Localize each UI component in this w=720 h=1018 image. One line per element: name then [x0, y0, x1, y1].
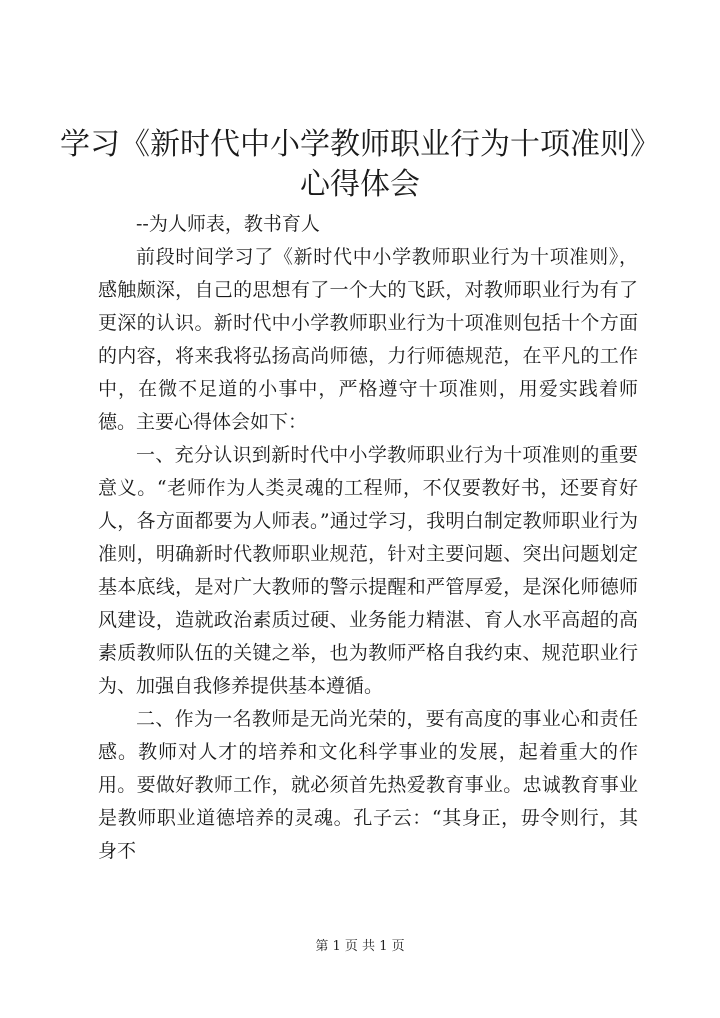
- document-title-line-2: 心得体会: [300, 167, 420, 202]
- document-subtitle: --为人师表，教书育人: [136, 213, 320, 235]
- page-number-footer: 第 1 页 共 1 页: [315, 939, 405, 954]
- paragraph-intro: 前段时间学习了《新时代中小学教师职业行为十项准则》，感触颇深，自己的思想有了一个大的飞跃，对教师职业行为有了更深的认识。新时代中小学教师职业行为十项准则包括十个方面的内容，将来我将弘扬高尚师德，力行师德规范，在平凡的工作中，在微不足道的小事中，严格遵守十项准则，用爱实践着师德。主要心得体会如下：: [98, 246, 638, 433]
- document-body: [98, 208, 638, 868]
- paragraph-point-one: 一、充分认识到新时代中小学教师职业行为十项准则的重要意义。“老师作为人类灵魂的工程师，不仅要教好书，还要育好人，各方面都要为人师表。”通过学习，我明白制定教师职业行为准则，明确新时代教师职业规范，针对主要问题、突出问题划定基本底线，是对广大教师的警示提醒和严管厚爱，是深化师德师风建设，造就政治素质过硬、业务能力精湛、育人水平高超的高素质教师队伍的关键之举，也为教师严格自我约束、规范职业行为、加强自我修养提供基本遵循。: [98, 444, 638, 697]
- paragraph-point-two: 二、作为一名教师是无尚光荣的，要有高度的事业心和责任感。教师对人才的培养和文化科学事业的发展，起着重大的作用。要做好教师工作，就必须首先热爱教育事业。忠诚教育事业是教师职业道德培养的灵魂。孔子云：“其身正，毋令则行，其身不: [98, 708, 638, 862]
- document-title-line-1: 学习《新时代中小学教师职业行为十项准则》: [60, 127, 660, 162]
